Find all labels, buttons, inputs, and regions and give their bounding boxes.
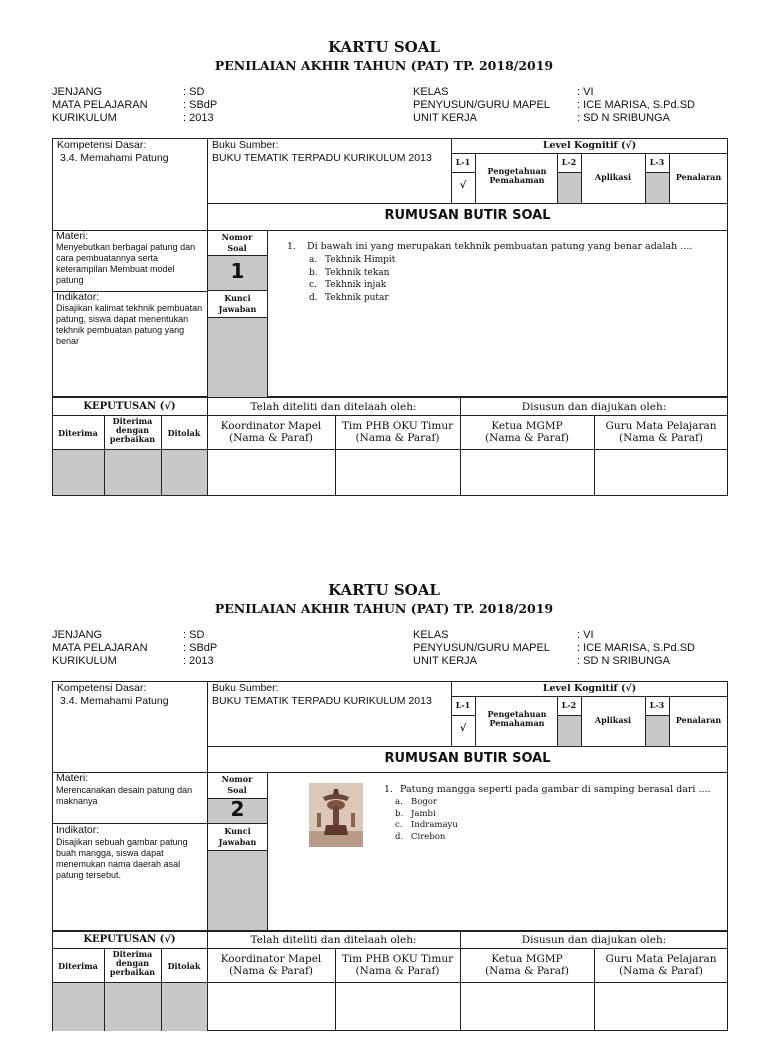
question-number: 1.: [384, 784, 394, 795]
diteliti-heading: Telah diteliti dan ditelaah oleh:: [250, 401, 417, 413]
level-check-l3: [645, 715, 669, 746]
materi-value: Merencanakan desain patung dan maknanya: [56, 785, 193, 806]
buku-value: BUKU TEMATIK TERPADU KURIKULUM 2013: [212, 695, 432, 707]
statue-illustration: [309, 783, 363, 847]
info-left-labels: [52, 86, 148, 125]
question-number: 1.: [287, 241, 297, 252]
level-name-l2: Aplikasi: [594, 172, 632, 182]
question-text: [287, 241, 717, 253]
decision-diterima-cell: [53, 450, 104, 495]
label-mata-pelajaran: MATA PELAJARAN: [52, 642, 148, 654]
option-b: b. Jambi: [395, 808, 436, 819]
value-kurikulum: : 2013: [183, 112, 214, 124]
question-card-2: [0, 543, 768, 1055]
signer-koordinator: Koordinator Mapel (Nama & Paraf): [220, 953, 322, 977]
label-penyusun: PENYUSUN/GURU MAPEL: [413, 642, 550, 654]
info-left-values: [183, 629, 217, 668]
level-code-l2: L-2: [561, 157, 577, 167]
signer-guru: Guru Mata Pelajaran (Nama & Paraf): [605, 953, 717, 977]
rumusan-heading: RUMUSAN BUTIR SOAL: [384, 751, 551, 766]
col-ditolak: Ditolak: [167, 961, 201, 971]
col-diterima: Diterima: [58, 961, 98, 971]
decision-ditolak-cell: [162, 450, 207, 495]
level-code-l3: L-3: [649, 157, 665, 167]
label-jenjang: JENJANG: [52, 629, 103, 641]
indikator-label: Indikator:: [56, 824, 100, 836]
col-diterima-perbaikan: Diterima dengan perbaikan: [109, 416, 156, 444]
level-check-l2: [557, 172, 581, 203]
value-penyusun: : ICE MARISA, S.Pd.SD: [577, 642, 695, 654]
level-name-l2: Aplikasi: [594, 715, 632, 725]
kompetensi-label: Kompetensi Dasar:: [57, 139, 147, 151]
card-subtitle: PENILAIAN AKHIR TAHUN (PAT) TP. 2018/2019: [214, 58, 554, 73]
kunci-label: Kunci Jawaban: [218, 293, 257, 314]
option-d: d. Cirebon: [395, 831, 446, 842]
label-penyusun: PENYUSUN/GURU MAPEL: [413, 99, 550, 111]
level-title: Level Kognitif (√): [542, 140, 637, 151]
col-diterima: Diterima: [58, 428, 98, 438]
level-code-l3: L-3: [649, 700, 665, 710]
kunci-answer-cell: [208, 851, 267, 930]
level-check-l1-mark: √: [459, 180, 467, 191]
kunci-answer-cell: [208, 317, 267, 397]
value-kurikulum: : 2013: [183, 655, 214, 667]
label-mata-pelajaran: MATA PELAJARAN: [52, 99, 148, 111]
level-name-l3: Penalaran: [675, 715, 722, 725]
signer-tim-phb: Tim PHB OKU Timur (Nama & Paraf): [341, 420, 454, 444]
level-check-l2: [557, 715, 581, 746]
level-code-l2: L-2: [561, 700, 577, 710]
answer-options: [395, 797, 458, 843]
signer-ketua-mgmp: Ketua MGMP (Nama & Paraf): [485, 420, 569, 444]
card-subtitle: PENILAIAN AKHIR TAHUN (PAT) TP. 2018/2019: [214, 601, 554, 616]
nomor-value: 1: [230, 259, 245, 283]
info-left-labels: [52, 629, 148, 668]
signer-guru: Guru Mata Pelajaran (Nama & Paraf): [605, 420, 717, 444]
disusun-heading: Disusun dan diajukan oleh:: [521, 934, 667, 946]
level-title: Level Kognitif (√): [542, 683, 637, 694]
label-unit-kerja: UNIT KERJA: [413, 112, 477, 124]
signer-koordinator: Koordinator Mapel (Nama & Paraf): [220, 420, 322, 444]
question-body: Patung mangga seperti pada gambar di samping berasal dari ....: [400, 784, 711, 795]
option-c: c. Indramayu: [395, 820, 458, 830]
info-right-labels: [413, 86, 550, 125]
option-a: a. Bogor: [395, 797, 437, 807]
option-a: a. Tekhnik Himpit: [309, 255, 396, 265]
kompetensi-label: Kompetensi Dasar:: [57, 682, 147, 694]
question-text: [384, 784, 719, 796]
mango-statue-image: [309, 783, 363, 847]
value-jenjang: : SD: [183, 629, 205, 641]
nomor-label: Nomor Soal: [221, 232, 253, 253]
option-c: c. Tekhnik injak: [309, 280, 387, 290]
card-title: KARTU SOAL: [328, 581, 440, 599]
level-name-l1: Pengetahuan Pemahaman: [487, 166, 547, 185]
rumusan-heading: RUMUSAN BUTIR SOAL: [384, 208, 551, 223]
label-kurikulum: KURIKULUM: [52, 655, 117, 667]
info-left-values: [183, 86, 217, 125]
level-code-l1: L-1: [455, 700, 471, 710]
level-name-l3: Penalaran: [675, 172, 722, 182]
materi-label: Materi:: [56, 772, 89, 784]
keputusan-title: KEPUTUSAN (√): [83, 934, 176, 945]
label-kelas: KELAS: [413, 629, 449, 641]
value-kelas: : VI: [577, 86, 594, 98]
question-body: Di bawah ini yang merupakan tekhnik pembuatan patung yang benar adalah ....: [307, 241, 693, 252]
value-jenjang: : SD: [183, 86, 205, 98]
value-unit-kerja: : SD N SRIBUNGA: [577, 655, 670, 667]
label-kurikulum: KURIKULUM: [52, 112, 117, 124]
diteliti-heading: Telah diteliti dan ditelaah oleh:: [250, 934, 417, 946]
kunci-label: Kunci Jawaban: [218, 826, 257, 847]
value-unit-kerja: : SD N SRIBUNGA: [577, 112, 670, 124]
info-right-values: [577, 86, 695, 125]
decision-perbaikan-cell: [105, 450, 161, 495]
buku-label: Buku Sumber:: [212, 682, 279, 694]
level-check-l1-mark: √: [459, 723, 467, 734]
kompetensi-value: 3.4. Memahami Patung: [60, 695, 169, 707]
signer-tim-phb: Tim PHB OKU Timur (Nama & Paraf): [341, 953, 454, 977]
option-d: d. Tekhnik putar: [309, 292, 389, 303]
info-right-values: [577, 629, 695, 668]
value-penyusun: : ICE MARISA, S.Pd.SD: [577, 99, 695, 111]
kompetensi-value: 3.4. Memahami Patung: [60, 152, 169, 164]
materi-value: Menyebutkan berbagai patung dan cara pembuatannya serta keterampilan Membuat model patung: [56, 242, 196, 285]
buku-label: Buku Sumber:: [212, 139, 279, 151]
indikator-label: Indikator:: [56, 291, 100, 303]
keputusan-title: KEPUTUSAN (√): [83, 401, 176, 412]
col-diterima-perbaikan: Diterima dengan perbaikan: [109, 949, 156, 977]
value-mata-pelajaran: : SBdP: [183, 642, 218, 654]
materi-label: Materi:: [56, 230, 89, 242]
option-b: b. Tekhnik tekan: [309, 267, 390, 278]
info-right-labels: [413, 629, 550, 668]
nomor-label: Nomor Soal: [221, 774, 253, 795]
value-kelas: : VI: [577, 629, 594, 641]
question-card-1: [0, 0, 768, 512]
label-jenjang: JENJANG: [52, 86, 103, 98]
nomor-value: 2: [230, 797, 245, 821]
level-name-l1: Pengetahuan Pemahaman: [487, 709, 547, 728]
label-unit-kerja: UNIT KERJA: [413, 655, 477, 667]
card-title: KARTU SOAL: [328, 38, 440, 56]
disusun-heading: Disusun dan diajukan oleh:: [521, 401, 667, 413]
buku-value: BUKU TEMATIK TERPADU KURIKULUM 2013: [212, 152, 432, 164]
level-code-l1: L-1: [455, 157, 471, 167]
indikator-value: Disajikan kalimat tekhnik pembuatan patung, siswa dapat menentukan tekhnik pembuatan patung yang benar: [56, 303, 203, 346]
signer-ketua-mgmp: Ketua MGMP (Nama & Paraf): [485, 953, 569, 977]
indikator-value: Disajikan sebuah gambar patung buah mangga, siswa dapat menemukan nama daerah asal patung tersebut.: [56, 837, 188, 880]
answer-options: [309, 254, 395, 304]
value-mata-pelajaran: : SBdP: [183, 99, 218, 111]
col-ditolak: Ditolak: [167, 428, 201, 438]
level-check-l3: [645, 172, 669, 203]
label-kelas: KELAS: [413, 86, 449, 98]
